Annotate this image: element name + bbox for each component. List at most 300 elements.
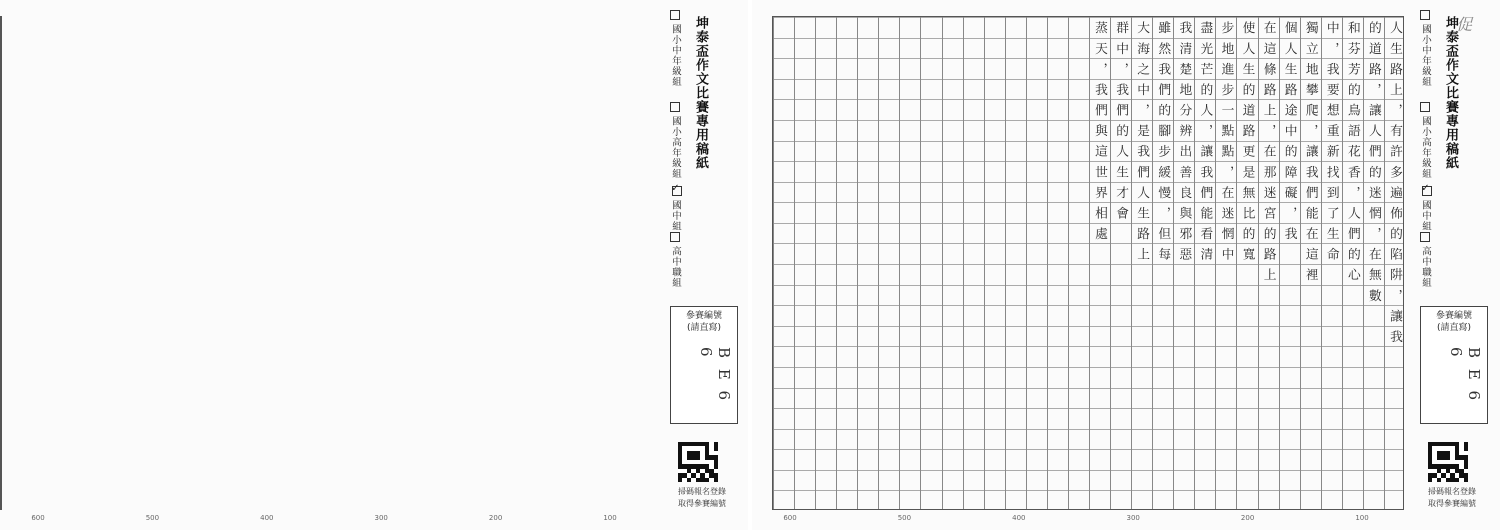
grid-cell <box>921 490 941 510</box>
essay-column-text: 中，我要想重新找到了生命 <box>1323 20 1339 268</box>
grid-cell <box>858 79 878 100</box>
ruler-tick-label: 200 <box>488 514 503 522</box>
grid-cell <box>795 264 815 285</box>
grid-cell <box>1069 141 1089 162</box>
grid-cell <box>964 305 984 326</box>
ruler-tick-label: 400 <box>1012 514 1026 522</box>
grid-cell <box>816 367 836 388</box>
grid-cell <box>921 99 941 120</box>
grid-cell <box>985 408 1005 429</box>
grid-cell <box>964 388 984 409</box>
option-elem-high[interactable]: 國小高年級組 <box>664 102 682 179</box>
essay-column-text: 蒸天，我們與這世界相處 <box>1092 20 1108 248</box>
grid-cell <box>1048 285 1068 306</box>
grid-cell <box>943 243 963 264</box>
grid-cell <box>1069 38 1089 59</box>
form-panel-right <box>1412 10 1492 522</box>
grid-cell <box>1048 243 1068 264</box>
form-title: 坤泰盃作文比賽專用稿紙 <box>1443 16 1458 170</box>
essay-column-text: 和芬芳的鳥語花香，人們的心 <box>1344 20 1360 289</box>
grid-cell <box>858 429 878 450</box>
grid-cell <box>774 141 794 162</box>
grid-cell <box>795 408 815 429</box>
grid-cell <box>795 38 815 59</box>
grid-cell <box>1069 305 1089 326</box>
grid-cell <box>858 346 878 367</box>
grid-cell <box>921 79 941 100</box>
grid-cell <box>985 17 1005 38</box>
id-label: 參賽編號 (請直寫) <box>685 311 722 333</box>
grid-column <box>1173 17 1194 509</box>
grid-cell <box>1006 264 1026 285</box>
grid-cell <box>900 58 920 79</box>
essay-column-text: 群中，我們的人生才會 <box>1113 20 1129 227</box>
grid-cell <box>879 58 899 79</box>
grid-cell <box>816 326 836 347</box>
grid-cell <box>795 285 815 306</box>
grid-cell <box>837 408 857 429</box>
grid-cell <box>943 388 963 409</box>
grid-cell <box>1048 264 1068 285</box>
grid-cell <box>943 305 963 326</box>
grid-cell <box>1027 490 1047 510</box>
grid-cell <box>837 120 857 141</box>
grid-cell <box>900 367 920 388</box>
grid-cell <box>943 223 963 244</box>
checkbox-icon[interactable] <box>1420 10 1430 20</box>
grid-column <box>963 17 984 509</box>
grid-cell <box>1069 58 1089 79</box>
grid-cell <box>1027 58 1047 79</box>
grid-cell <box>985 388 1005 409</box>
grid-column <box>942 17 963 509</box>
grid-cell <box>837 388 857 409</box>
grid-cell <box>816 305 836 326</box>
essay-column-text: 個人生路途中的障礙，我 <box>1281 20 1297 248</box>
grid-cell <box>943 161 963 182</box>
grid-cell <box>1069 490 1089 510</box>
option-senior-high[interactable]: 高中職組 <box>1414 232 1432 288</box>
ruler-tick-label: 500 <box>897 514 912 522</box>
grid-cell <box>900 388 920 409</box>
grid-column <box>857 17 878 509</box>
grid-cell <box>1069 223 1089 244</box>
grid-cell <box>858 285 878 306</box>
grid-cell <box>985 99 1005 120</box>
grid-cell <box>1048 202 1068 223</box>
grid-cell <box>795 141 815 162</box>
grid-cell <box>964 223 984 244</box>
grid-cell <box>1048 408 1068 429</box>
grid-cell <box>943 17 963 38</box>
grid-cell <box>900 99 920 120</box>
grid-cell <box>795 202 815 223</box>
grid-cell <box>900 182 920 203</box>
grid-cell <box>1027 79 1047 100</box>
grid-cell <box>774 408 794 429</box>
grid-cell <box>837 202 857 223</box>
essay-column-text: 大海之中，是我們人生路上 <box>1134 20 1150 268</box>
corner-handwritten-mark: 促 <box>1456 15 1473 34</box>
writing-grid-left <box>0 16 2 510</box>
essay-column-text: 雖然我們的腳步緩慢，但每 <box>1155 20 1171 268</box>
grid-cell <box>1006 58 1026 79</box>
grid-cell <box>1048 223 1068 244</box>
grid-cell <box>1048 449 1068 470</box>
grid-cell <box>1027 182 1047 203</box>
grid-cell <box>900 408 920 429</box>
grid-cell <box>774 99 794 120</box>
grid-column <box>1384 17 1404 509</box>
grid-cell <box>837 161 857 182</box>
grid-cell <box>900 223 920 244</box>
grid-column <box>1068 17 1089 509</box>
checkbox-icon[interactable] <box>670 102 680 112</box>
grid-cell <box>921 285 941 306</box>
grid-cell <box>900 490 920 510</box>
grid-cell <box>985 367 1005 388</box>
grid-cell <box>964 141 984 162</box>
grid-cell <box>900 429 920 450</box>
grid-cell <box>816 490 836 510</box>
option-elem-high[interactable]: 國小高年級組 <box>1414 102 1432 179</box>
essay-sheet-left <box>0 0 748 530</box>
grid-cell <box>921 141 941 162</box>
grid-cell <box>921 243 941 264</box>
grid-cell <box>816 182 836 203</box>
grid-cell <box>774 161 794 182</box>
qr-caption: 掃碼報名登錄 取得參賽編號 <box>1428 487 1476 508</box>
grid-cell <box>985 58 1005 79</box>
grid-cell <box>879 285 899 306</box>
grid-cell <box>1069 202 1089 223</box>
qr-code-icon[interactable] <box>678 442 718 482</box>
grid-cell <box>900 285 920 306</box>
grid-cell <box>795 490 815 510</box>
grid-cell <box>837 449 857 470</box>
grid-cell <box>816 388 836 409</box>
grid-cell <box>795 223 815 244</box>
qr-caption: 掃碼報名登錄 取得參賽編號 <box>678 487 726 508</box>
grid-cell <box>774 490 794 510</box>
grid-cell <box>964 182 984 203</box>
grid-cell <box>1027 120 1047 141</box>
grid-cell <box>774 58 794 79</box>
grid-cell <box>816 141 836 162</box>
essay-column-text: 步地進步一點點，在迷惘中 <box>1218 20 1234 268</box>
grid-cell <box>1027 243 1047 264</box>
grid-cell <box>985 79 1005 100</box>
grid-cell <box>879 141 899 162</box>
contestant-id-value: B E 6 6 <box>1447 347 1483 404</box>
grid-cell <box>816 346 836 367</box>
grid-column <box>899 17 920 509</box>
grid-column <box>1026 17 1047 509</box>
ruler-tick-label: 400 <box>260 514 274 522</box>
option-junior-high[interactable]: ✓國中組 <box>1414 186 1432 232</box>
grid-cell <box>858 223 878 244</box>
grid-cell <box>921 367 941 388</box>
grid-cell <box>858 264 878 285</box>
grid-cell <box>795 470 815 491</box>
grid-cell <box>921 264 941 285</box>
grid-cell <box>1069 17 1089 38</box>
id-label: 參賽編號 (請直寫) <box>1435 311 1472 333</box>
grid-cell <box>1069 326 1089 347</box>
grid-cell <box>837 99 857 120</box>
grid-cell <box>795 161 815 182</box>
grid-cell <box>985 326 1005 347</box>
grid-cell <box>900 161 920 182</box>
grid-cell <box>900 470 920 491</box>
grid-cell <box>964 470 984 491</box>
grid-cell <box>816 285 836 306</box>
grid-cell <box>837 79 857 100</box>
grid-cell <box>1027 17 1047 38</box>
grid-cell <box>943 120 963 141</box>
grid-cell <box>795 99 815 120</box>
grid-cell <box>1006 182 1026 203</box>
grid-cell <box>879 79 899 100</box>
grid-cell <box>964 429 984 450</box>
form-title: 坤泰盃作文比賽專用稿紙 <box>693 16 708 170</box>
grid-cell <box>1048 429 1068 450</box>
grid-cell <box>816 470 836 491</box>
grid-cell <box>1027 470 1047 491</box>
grid-cell <box>921 346 941 367</box>
grid-cell <box>921 305 941 326</box>
grid-cell <box>921 161 941 182</box>
grid-column <box>1089 17 1110 509</box>
grid-cell <box>1069 120 1089 141</box>
grid-cell <box>1048 388 1068 409</box>
option-elem-mid[interactable]: 國小中年級組 <box>1414 10 1432 87</box>
grid-cell <box>943 264 963 285</box>
grid-column <box>1279 17 1300 509</box>
grid-cell <box>1069 346 1089 367</box>
grid-cell <box>921 182 941 203</box>
grid-cell <box>921 388 941 409</box>
ruler-tick-label: 100 <box>1355 514 1369 522</box>
grid-cell <box>985 223 1005 244</box>
grid-cell <box>985 120 1005 141</box>
grid-column <box>1300 17 1321 509</box>
essay-column-text: 盡光芒的人，讓我們能看清 <box>1197 20 1213 268</box>
grid-column <box>1236 17 1257 509</box>
grid-cell <box>943 99 963 120</box>
grid-cell <box>837 141 857 162</box>
grid-cell <box>1027 202 1047 223</box>
grid-cell <box>943 202 963 223</box>
grid-cell <box>921 58 941 79</box>
ruler-tick-label: 600 <box>31 514 45 522</box>
ruler-tick-label: 300 <box>1126 514 1140 522</box>
grid-column <box>1321 17 1342 509</box>
grid-cell <box>1027 449 1047 470</box>
ruler-tick-label: 200 <box>1240 514 1255 522</box>
grid-cell <box>1048 99 1068 120</box>
grid-column <box>920 17 941 509</box>
grid-cell <box>921 470 941 491</box>
char-count-ruler-right <box>772 514 1404 526</box>
grid-cell <box>858 326 878 347</box>
grid-cell <box>1069 408 1089 429</box>
ruler-tick-label: 600 <box>783 514 797 522</box>
grid-cell <box>1027 305 1047 326</box>
grid-cell <box>964 202 984 223</box>
grid-cell <box>858 58 878 79</box>
checkbox-icon[interactable] <box>670 232 680 242</box>
option-senior-high[interactable]: 高中職組 <box>664 232 682 288</box>
grid-cell <box>985 38 1005 59</box>
grid-cell <box>858 388 878 409</box>
grid-cell <box>1027 285 1047 306</box>
grid-cell <box>943 470 963 491</box>
grid-cell <box>985 449 1005 470</box>
grid-cell <box>900 202 920 223</box>
grid-cell <box>816 38 836 59</box>
qr-code-icon[interactable] <box>1428 442 1468 482</box>
grid-cell <box>964 38 984 59</box>
grid-cell <box>964 79 984 100</box>
grid-cell <box>816 408 836 429</box>
grid-cell <box>943 182 963 203</box>
grid-cell <box>879 408 899 429</box>
char-count-ruler-left <box>20 514 652 526</box>
form-panel-left <box>662 10 742 522</box>
grid-cell <box>985 305 1005 326</box>
grid-cell <box>1048 17 1068 38</box>
grid-cell <box>774 79 794 100</box>
grid-cell <box>943 79 963 100</box>
grid-cell <box>774 264 794 285</box>
grid-cell <box>837 285 857 306</box>
grid-cell <box>858 38 878 59</box>
grid-cell <box>943 408 963 429</box>
grid-cell <box>816 429 836 450</box>
grid-cell <box>943 285 963 306</box>
grid-column <box>1 17 2 509</box>
grid-cell <box>879 326 899 347</box>
grid-cell <box>985 202 1005 223</box>
grid-cell <box>879 120 899 141</box>
grid-cell <box>795 429 815 450</box>
grid-cell <box>774 38 794 59</box>
grid-cell <box>964 161 984 182</box>
checkbox-icon[interactable] <box>670 10 680 20</box>
grid-column <box>773 17 794 509</box>
grid-cell <box>879 38 899 59</box>
grid-cell <box>1069 470 1089 491</box>
grid-cell <box>921 120 941 141</box>
grid-cell <box>837 429 857 450</box>
grid-cell <box>943 429 963 450</box>
grid-cell <box>964 408 984 429</box>
grid-cell <box>816 264 836 285</box>
grid-cell <box>1048 305 1068 326</box>
grid-cell <box>921 429 941 450</box>
grid-cell <box>900 243 920 264</box>
grid-column <box>984 17 1005 509</box>
grid-cell <box>879 305 899 326</box>
grid-cell <box>1069 449 1089 470</box>
grid-cell <box>774 346 794 367</box>
essay-column-text: 的道路，讓人們的迷惘，在無數 <box>1365 20 1381 309</box>
grid-cell <box>1006 305 1026 326</box>
checked-checkbox-icon[interactable] <box>672 186 682 196</box>
grid-cell <box>837 17 857 38</box>
grid-cell <box>1048 346 1068 367</box>
grid-cell <box>921 17 941 38</box>
grid-cell <box>879 388 899 409</box>
grid-cell <box>879 202 899 223</box>
grid-cell <box>1027 408 1047 429</box>
grid-cell <box>774 202 794 223</box>
checkbox-icon[interactable] <box>1420 232 1430 242</box>
option-elem-mid[interactable]: 國小中年級組 <box>664 10 682 87</box>
grid-cell <box>1048 58 1068 79</box>
checked-checkbox-icon[interactable] <box>1422 186 1432 196</box>
grid-column <box>1215 17 1236 509</box>
checkbox-icon[interactable] <box>1420 102 1430 112</box>
grid-cell <box>837 490 857 510</box>
grid-cell <box>1006 408 1026 429</box>
grid-cell <box>774 285 794 306</box>
grid-cell <box>774 326 794 347</box>
grid-cell <box>816 17 836 38</box>
grid-cell <box>1027 141 1047 162</box>
contestant-id-box <box>670 306 738 424</box>
grid-column <box>1363 17 1384 509</box>
grid-cell <box>1006 285 1026 306</box>
grid-cell <box>943 58 963 79</box>
grid-cell <box>858 161 878 182</box>
grid-cell <box>774 388 794 409</box>
grid-cell <box>921 449 941 470</box>
grid-cell <box>921 202 941 223</box>
grid-cell <box>1069 99 1089 120</box>
grid-cell <box>816 449 836 470</box>
grid-cell <box>858 408 878 429</box>
grid-cell <box>985 429 1005 450</box>
grid-cell <box>858 202 878 223</box>
ruler-tick-label: 100 <box>603 514 617 522</box>
grid-cell <box>879 243 899 264</box>
grid-cell <box>964 367 984 388</box>
grid-cell <box>879 99 899 120</box>
grid-cell <box>837 243 857 264</box>
essay-column-text: 獨立地攀爬，讓我們能在這裡 <box>1302 20 1318 289</box>
grid-cell <box>964 264 984 285</box>
grid-cell <box>921 223 941 244</box>
grid-cell <box>858 243 878 264</box>
grid-cell <box>964 17 984 38</box>
grid-column <box>1047 17 1068 509</box>
grid-cell <box>816 161 836 182</box>
grid-cell <box>921 38 941 59</box>
option-junior-high[interactable]: ✓國中組 <box>664 186 682 232</box>
grid-cell <box>774 470 794 491</box>
grid-cell <box>943 449 963 470</box>
contestant-id-box <box>1420 306 1488 424</box>
grid-cell <box>1027 223 1047 244</box>
grid-cell <box>900 79 920 100</box>
grid-cell <box>795 17 815 38</box>
grid-cell <box>1048 120 1068 141</box>
grid-cell <box>1006 326 1026 347</box>
grid-cell <box>1069 388 1089 409</box>
grid-cell <box>879 367 899 388</box>
